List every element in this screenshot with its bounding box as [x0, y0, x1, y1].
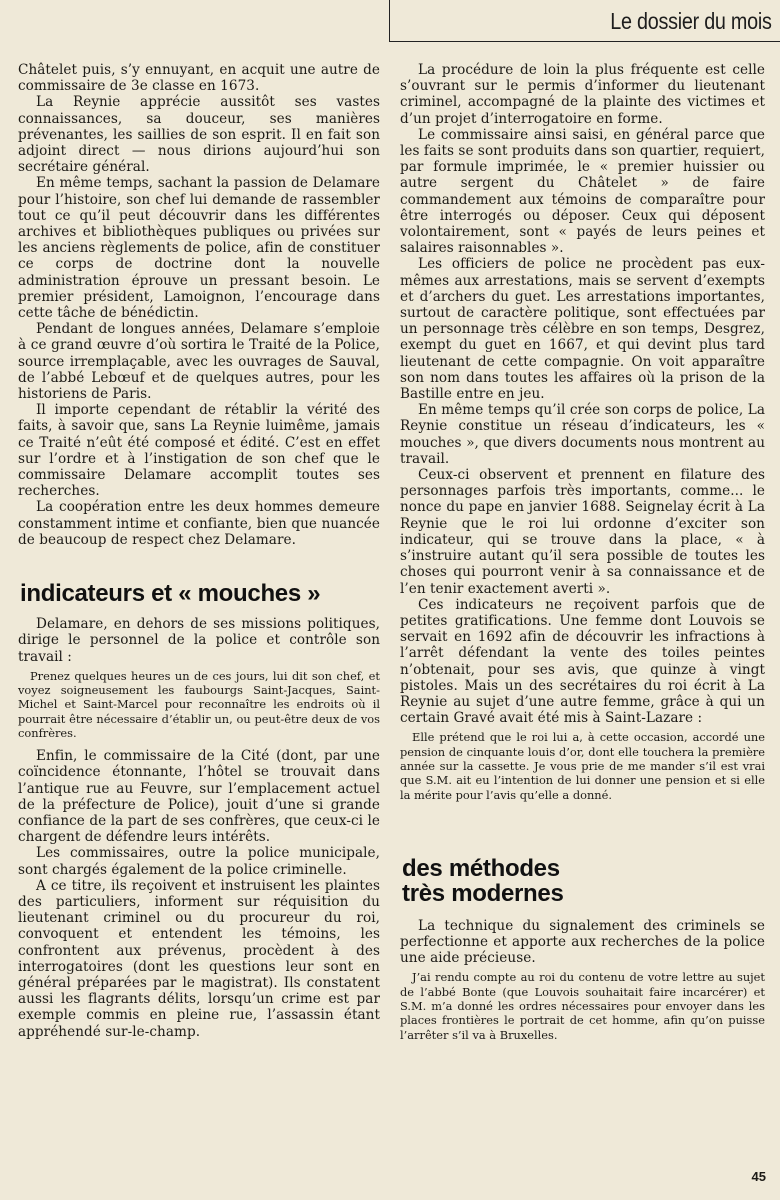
paragraph: En même temps qu’il crée son corps de police, La Reynie constitue un réseau d’indicateurs, les « mouches », que divers documents nous montrent au travail.	[400, 402, 765, 467]
section-heading	[402, 856, 765, 906]
paragraph: La coopération entre les deux hommes demeure constamment intime et confiante, bien que nuancée de beaucoup de respect chez Delamare.	[18, 499, 380, 548]
paragraph: Le commissaire ainsi saisi, en général parce que les faits se sont produits dans son quartier, requiert, par formule imprimée, le « premier huissier ou autre sergent du Châtelet » de faire commandement aux témoins de comparaître pour être interrogés ou déposer. Ceux qui déposent volontairement, sont « payés de leurs peines et salaires raisonnables ».	[400, 126, 766, 257]
paragraph: A ce titre, ils reçoivent et instruisent les plaintes des particuliers, informent sur réquisition du lieutenant criminel ou du procureur du roi, convoquent et entendent les témoins, les confrontent aux prévenus, procèdent à des interrogatoires (dont les questions leur sont en général préparées par le magistrat). Ils constatent aussi les flagrants délits, lorsqu’un crime est par exemple commis en pleine rue, l’assassin étant appréhendé sur-le-champ.	[18, 877, 380, 1040]
block-quote: J’ai rendu compte au roi du contenu de votre lettre au sujet de l’abbé Bonte (que Louvois souhaitait faire incarcérer) et S.M. m’a donné les ordres nécessaires pour envoyer dans les places frontières le portrait de cet homme, afin qu’on puisse l’arrêter s’il va à Bruxelles.	[400, 970, 765, 1042]
paragraph: Delamare, en dehors de ses missions politiques, dirige le personnel de la police et contrôle son travail :	[18, 616, 380, 665]
heading-line: très modernes	[402, 879, 564, 907]
block-quote: Elle prétend que le roi lui a, à cette occasion, accordé une pension de cinquante louis d’or, dont elle touchera la première année sur la cassette. Je vous prie de me mander s’il est vrai que S.M. ait eu l’intention de lui donner une pension et si elle la mérite pour l’avis qu’elle a donné.	[400, 730, 765, 802]
section-heading: indicateurs et « mouches »	[20, 580, 321, 608]
paragraph: La technique du signalement des criminels se perfectionne et apporte aux recherches de la police une aide précieuse.	[400, 917, 765, 967]
paragraph: Pendant de longues années, Delamare s’emploie à ce grand œuvre d’où sortira le Traité de la Police, source irremplaçable, avec les ouvrages de Sauval, de l’abbé Lebœuf et de quelques autres, pour les historiens de Paris.	[18, 321, 380, 403]
paragraph: Les commissaires, outre la police municipale, sont chargés également de la police criminelle.	[18, 845, 380, 878]
paragraph: Enfin, le commissaire de la Cité (dont, par une coïncidence étonnante, l’hôtel se trouvait dans l’antique rue au Feuvre, sur l’emplacement actuel de la préfecture de Police), jouit d’une si grande confiance de la part de ses confrères, que ceux-ci le chargent de défendre leurs intérêts.	[18, 748, 380, 846]
left-column	[18, 62, 380, 1040]
paragraph: En même temps, sachant la passion de Delamare pour l’histoire, son chef lui demande de rassembler tout ce qu’il peut découvrir dans les différentes archives et bibliothèques publiques ou privées sur les anciens règlements de police, afin de constituer ce corps de doctrine dont la nouvelle administration éprouve un pressant besoin. Le premier président, Lamoignon, l’encourage dans cette tâche de bénédictin.	[18, 175, 380, 322]
paragraph: Châtelet puis, s’y ennuyant, en acquit une autre de commissaire de 3e classe en 1673.	[18, 62, 380, 95]
paragraph: Les officiers de police ne procèdent pas eux-mêmes aux arrestations, mais se servent d’exempts et d’archers du guet. Les arrestations importantes, surtout de caractère politique, sont effectuées par un personnage très célèbre en son temps, Desgrez, exempt du guet en 1667, et qui devint plus tard lieutenant de cette compagnie. On voit apparaître son nom dans toutes les affaires où la prison de la Bastille entre en jeu.	[400, 256, 765, 403]
section-title: Le dossier du mois	[610, 8, 772, 34]
paragraph: Ceux-ci observent et prennent en filature des personnages parfois très importants, comme... le nonce du pape en janvier 1688. Seignelay écrit à La Reynie que le roi lui ordonne d’exciter son indicateur, qui se trouve dans la place, « à s’instruire autant qu’il sera possible de toutes les choses qui pourront venir à sa connaissance et de l’en tenir exactement averti ».	[400, 467, 765, 597]
heading-line: des méthodes	[402, 854, 560, 882]
paragraph: Ces indicateurs ne reçoivent parfois que de petites gratifications. Une femme dont Louvois se servait en 1692 afin de découvrir les infractions à l’arrêt défendant la vente des toiles peintes n’obtenait, pour ses avis, que quinze à vingt pistoles. Mais un des secrétaires du roi écrit à La Reynie au sujet d’une autre femme, grâce à qui un certain Gravé avait été mis à Saint-Lazare :	[400, 596, 765, 727]
paragraph: La Reynie apprécie aussitôt ses vastes connaissances, sa douceur, ses manières prévenantes, les saillies de son esprit. Il en fait son adjoint direct — nous dirions aujourd’hui son secrétaire général.	[18, 94, 380, 176]
paragraph: La procédure de loin la plus fréquente est celle s’ouvrant sur le permis d’informer du lieutenant criminel, accompagné de la plainte des victimes et d’un projet d’interrogatoire en forme.	[400, 62, 765, 127]
page-header	[389, 0, 780, 42]
paragraph: Il importe cependant de rétablir la vérité des faits, à savoir que, sans La Reynie luimême, jamais ce Traité n’eût été composé et édité. C’est en effet sur l’ordre et à l’instigation de son chef que le commissaire Delamare accomplit toutes ses recherches.	[18, 402, 380, 500]
page-number: 45	[751, 1169, 766, 1184]
right-column	[400, 62, 765, 1050]
block-quote: Prenez quelques heures un de ces jours, lui dit son chef, et voyez soigneusement les faubourgs Saint-Jacques, Saint-Michel et Saint-Marcel pour reconnaître les endroits où il pourrait être nécessaire d’établir un, ou peut-être deux de vos confrères.	[18, 668, 380, 740]
header-rule	[390, 41, 780, 42]
